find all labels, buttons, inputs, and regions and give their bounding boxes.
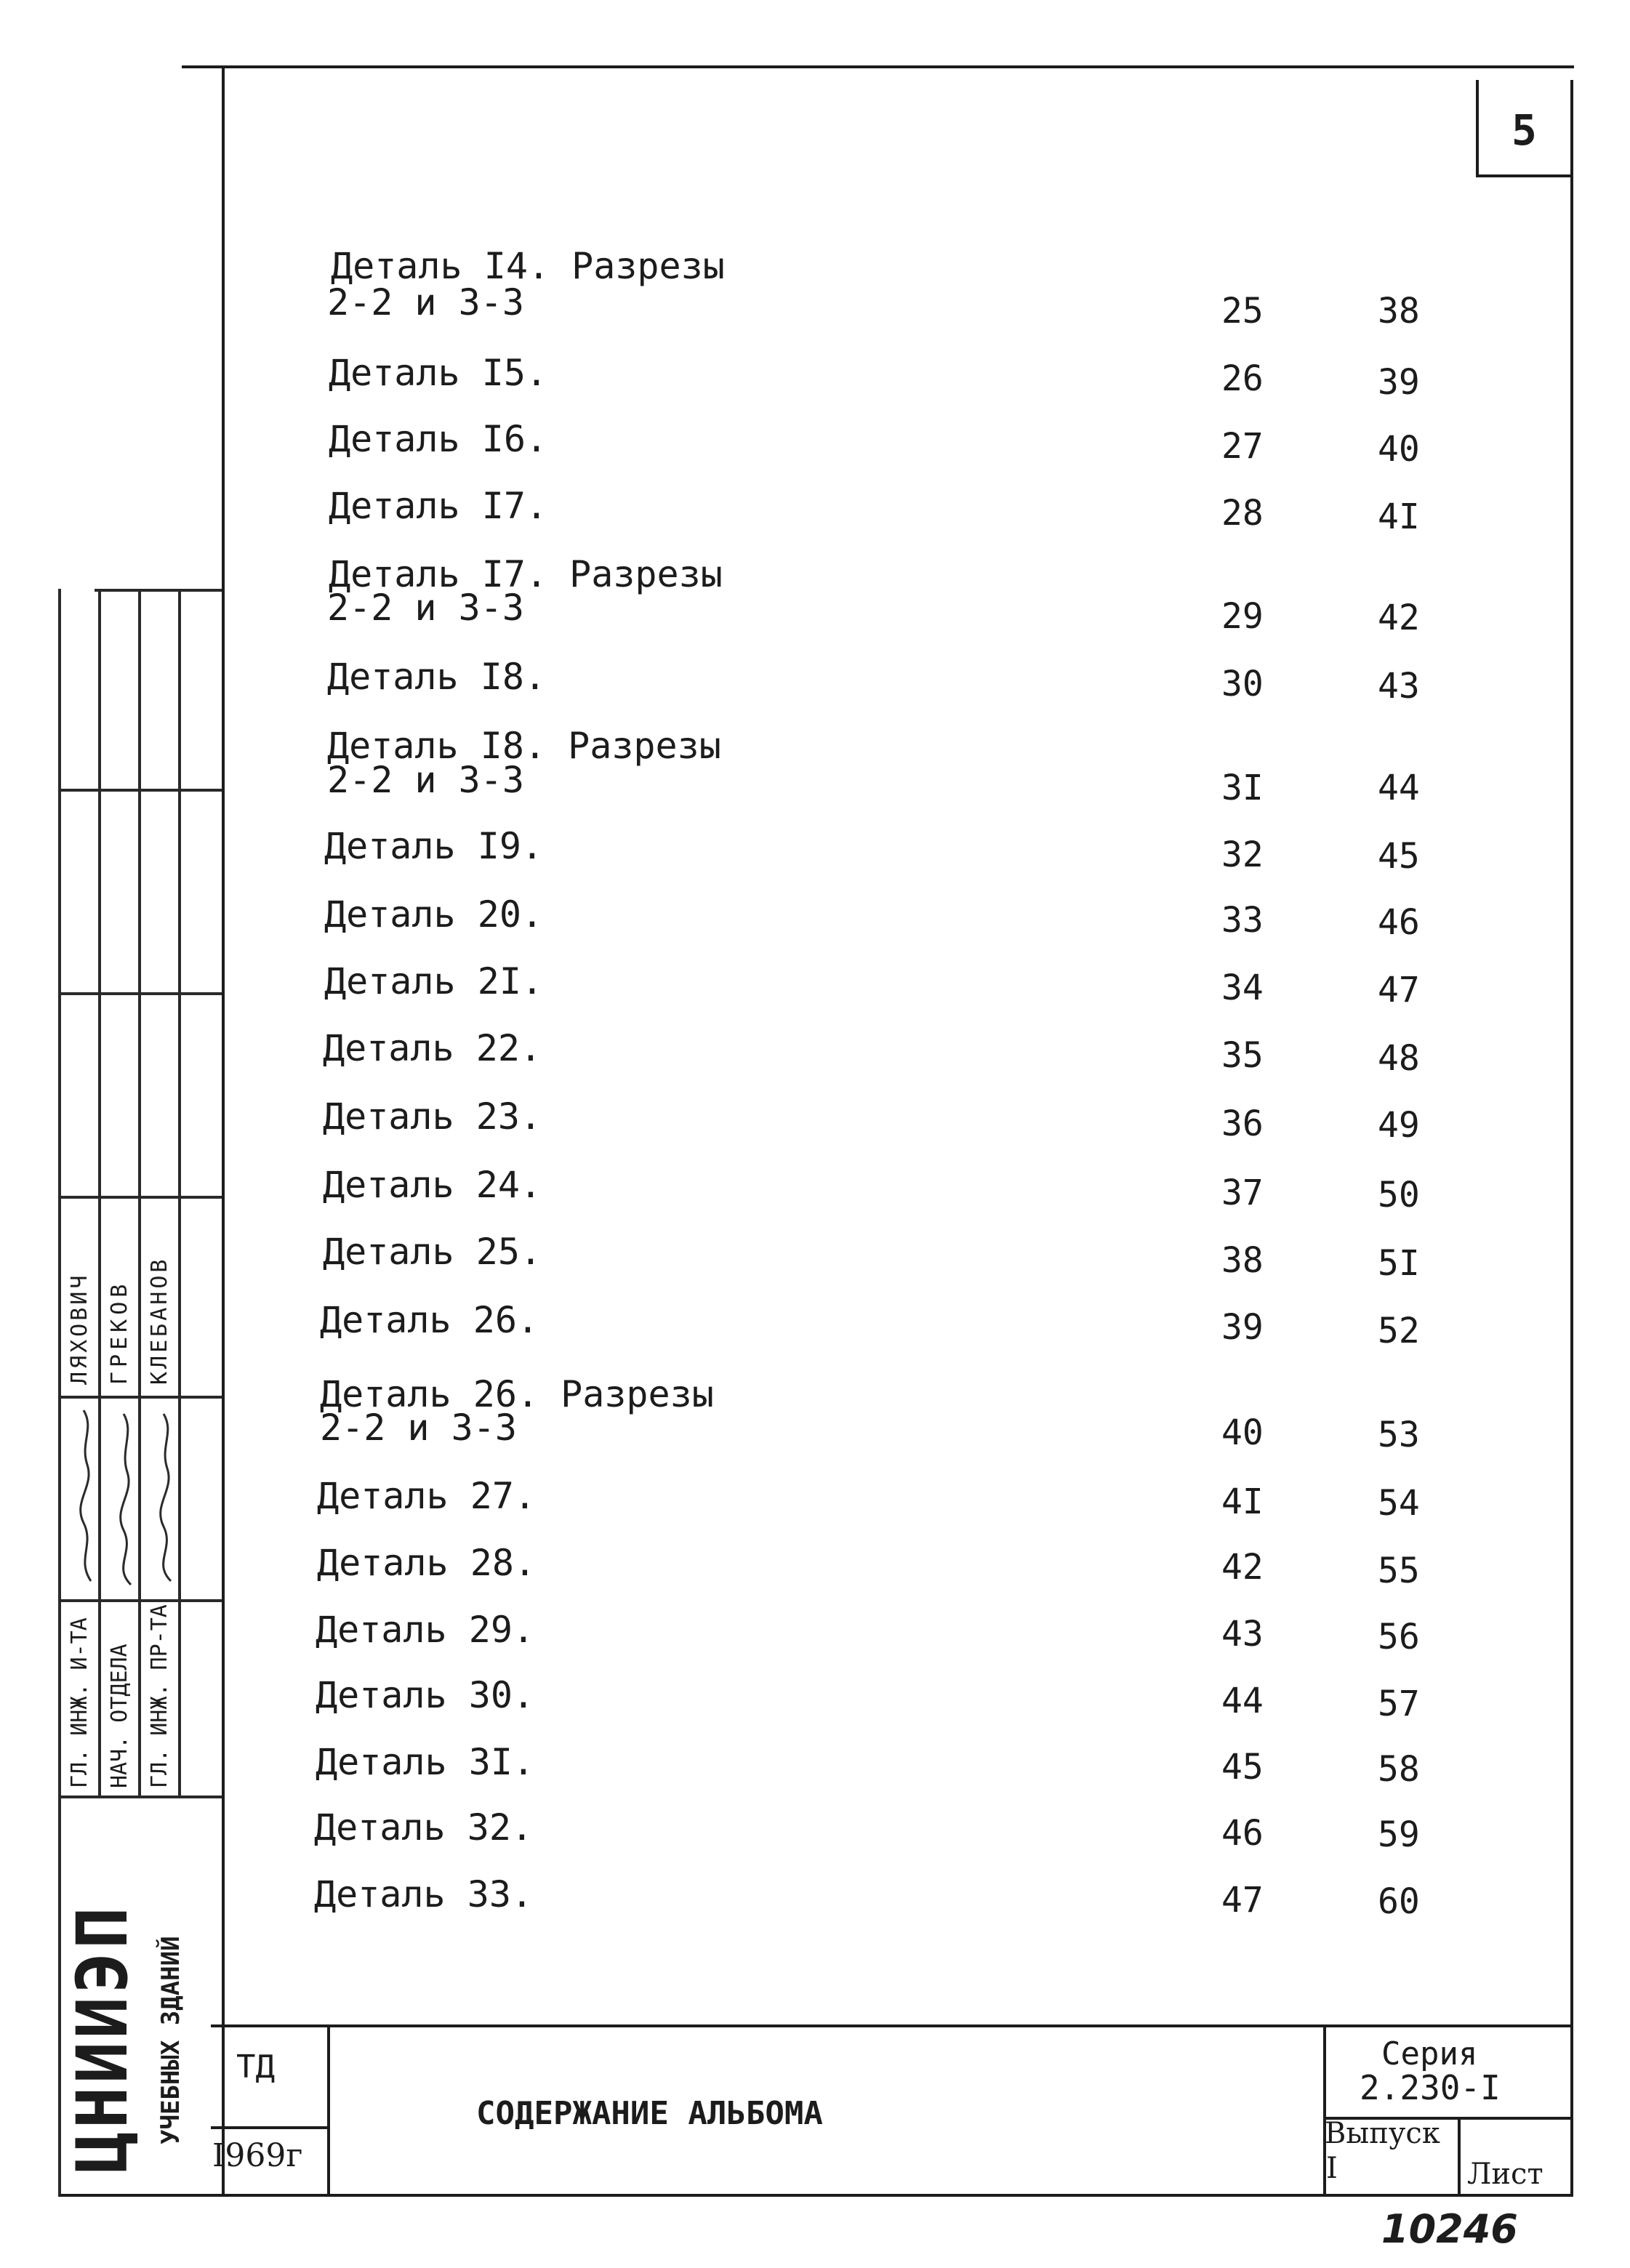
item-col1: 29 — [1221, 596, 1264, 637]
item-col2: 48 — [1378, 1038, 1420, 1079]
item-col1: 25 — [1221, 291, 1264, 331]
item-label-second-line: 2-2 и 3-3 — [327, 587, 524, 629]
item-col2: 50 — [1378, 1175, 1420, 1215]
item-col2: 49 — [1378, 1105, 1420, 1146]
item-col1: 39 — [1221, 1307, 1264, 1348]
item-col2: 4I — [1378, 496, 1420, 537]
item-col2: 46 — [1378, 902, 1420, 943]
item-col2: 57 — [1378, 1684, 1420, 1724]
stamp-role: ГЛ. ИНЖ. И-ТА — [67, 1617, 92, 1788]
stamp-role: ГЛ. ИНЖ. ПР-ТА — [147, 1604, 172, 1788]
item-label-second-line: 2-2 и 3-3 — [327, 281, 524, 323]
item-label: Деталь I5. — [329, 352, 548, 394]
item-label: Деталь I6. — [329, 418, 548, 460]
item-label: Деталь 22. — [323, 1027, 542, 1069]
item-col1: 26 — [1221, 358, 1264, 399]
item-label: Деталь 3I. — [316, 1741, 535, 1783]
item-col2: 38 — [1378, 291, 1420, 331]
stamp-row-line-4 — [58, 1396, 222, 1399]
item-col2: 59 — [1378, 1814, 1420, 1855]
issue-value: I — [1326, 2152, 1338, 2185]
item-col2: 55 — [1378, 1551, 1420, 1591]
sheet-label: Лист — [1467, 2158, 1543, 2191]
item-label: Деталь I8. Разрезы — [327, 725, 721, 767]
frame-bottom-line — [58, 2194, 1573, 2197]
item-label: Деталь 33. — [314, 1873, 534, 1915]
item-col1: 30 — [1221, 664, 1264, 704]
stamp-top-line — [95, 589, 222, 592]
stamp-col-line-2 — [138, 589, 141, 1796]
item-col2: 5I — [1378, 1243, 1420, 1284]
item-label: Деталь 26. Разрезы — [320, 1373, 714, 1415]
inventory-number: 10246 — [1381, 2206, 1518, 2252]
stamp-row-line-6 — [58, 1796, 222, 1798]
item-label: Деталь 28. — [317, 1542, 537, 1584]
item-label: Деталь 30. — [316, 1674, 535, 1716]
stamp-outer-line — [58, 589, 61, 2195]
item-col1: 37 — [1221, 1173, 1264, 1213]
stamp-col-line-1 — [98, 589, 101, 1796]
item-col2: 42 — [1378, 598, 1420, 638]
item-col1: 32 — [1221, 835, 1264, 875]
item-label: Деталь I9. — [324, 825, 544, 867]
title-block-code-divider — [211, 2126, 329, 2129]
item-col2: 47 — [1378, 970, 1420, 1010]
stamp-col-line-3 — [178, 589, 181, 1796]
doc-code: ТД — [236, 2048, 275, 2086]
item-col1: 36 — [1221, 1103, 1264, 1144]
item-label: Деталь 27. — [317, 1475, 537, 1517]
item-label: Деталь 32. — [314, 1806, 534, 1849]
item-label: Деталь 26. — [320, 1299, 539, 1341]
title-block-top-line — [211, 2024, 1573, 2027]
frame-left-line — [222, 65, 225, 2195]
item-label: Деталь 24. — [323, 1164, 542, 1206]
item-col1: 4I — [1221, 1481, 1264, 1522]
item-col2: 52 — [1378, 1311, 1420, 1351]
item-col1: 35 — [1221, 1035, 1264, 1076]
stamp-org: ЦНИИЭП — [62, 1904, 143, 2174]
stamp-row-line-3 — [58, 1196, 222, 1199]
title-block-sheet-divider — [1458, 2117, 1461, 2195]
item-label: Деталь 2I. — [324, 960, 544, 1002]
item-col2: 60 — [1378, 1881, 1420, 1922]
item-col2: 54 — [1378, 1483, 1420, 1524]
sheet-number-box — [1476, 80, 1573, 177]
doc-title: СОДЕРЖАНИЕ АЛЬБОМА — [476, 2095, 823, 2132]
item-col1: 40 — [1221, 1412, 1264, 1453]
title-block-divider-left — [327, 2024, 330, 2195]
item-col1: 45 — [1221, 1747, 1264, 1788]
item-col2: 58 — [1378, 1749, 1420, 1790]
item-col1: 28 — [1221, 493, 1264, 534]
item-col1: 3I — [1221, 768, 1264, 808]
item-label: Деталь 25. — [323, 1231, 542, 1273]
item-col2: 44 — [1378, 768, 1420, 808]
item-col1: 42 — [1221, 1547, 1264, 1588]
item-col2: 39 — [1378, 362, 1420, 403]
stamp-org-sub: УЧЕБНЫХ ЗДАНИЙ — [156, 1936, 185, 2144]
item-label-second-line: 2-2 и 3-3 — [320, 1407, 517, 1449]
item-col1: 43 — [1221, 1614, 1264, 1654]
item-col2: 56 — [1378, 1617, 1420, 1657]
item-col1: 44 — [1221, 1681, 1264, 1721]
item-col2: 43 — [1378, 666, 1420, 707]
item-col1: 33 — [1221, 900, 1264, 941]
item-col1: 46 — [1221, 1813, 1264, 1854]
sheet-number: 5 — [1511, 105, 1537, 155]
item-col2: 53 — [1378, 1415, 1420, 1455]
frame-top-line — [182, 65, 1574, 68]
stamp-row-line-5 — [58, 1599, 222, 1602]
signatures — [62, 1399, 182, 1596]
stamp-name: ЛЯХОВИЧ — [67, 1272, 92, 1385]
item-label-second-line: 2-2 и 3-3 — [327, 759, 524, 801]
issue-label: Выпуск — [1325, 2117, 1440, 2150]
stamp-name: ГРЕКОВ — [107, 1279, 132, 1385]
item-label: Деталь 20. — [324, 893, 544, 936]
stamp-role: НАЧ. ОТДЕЛА — [107, 1644, 132, 1788]
item-label: Деталь I8. — [327, 656, 547, 698]
item-col1: 27 — [1221, 426, 1264, 467]
item-col1: 34 — [1221, 968, 1264, 1008]
item-label: Деталь 29. — [316, 1609, 535, 1651]
doc-year: I969г — [212, 2137, 303, 2174]
item-col2: 40 — [1378, 429, 1420, 470]
item-col2: 45 — [1378, 836, 1420, 877]
stamp-row-line-1 — [58, 789, 222, 792]
item-label: Деталь 23. — [323, 1095, 542, 1138]
item-label: Деталь I4. Разрезы — [331, 245, 725, 287]
stamp-name: КЛЕБАНОВ — [147, 1256, 172, 1385]
series-value: 2.230-I — [1360, 2068, 1501, 2107]
item-col1: 47 — [1221, 1880, 1264, 1921]
item-label: Деталь I7. — [329, 485, 548, 527]
stamp-row-line-2 — [58, 992, 222, 995]
item-col1: 38 — [1221, 1240, 1264, 1281]
item-label: Деталь I7. Разрезы — [329, 553, 723, 595]
series-label: Серия — [1381, 2035, 1478, 2072]
frame-right-line — [1570, 80, 1573, 2195]
